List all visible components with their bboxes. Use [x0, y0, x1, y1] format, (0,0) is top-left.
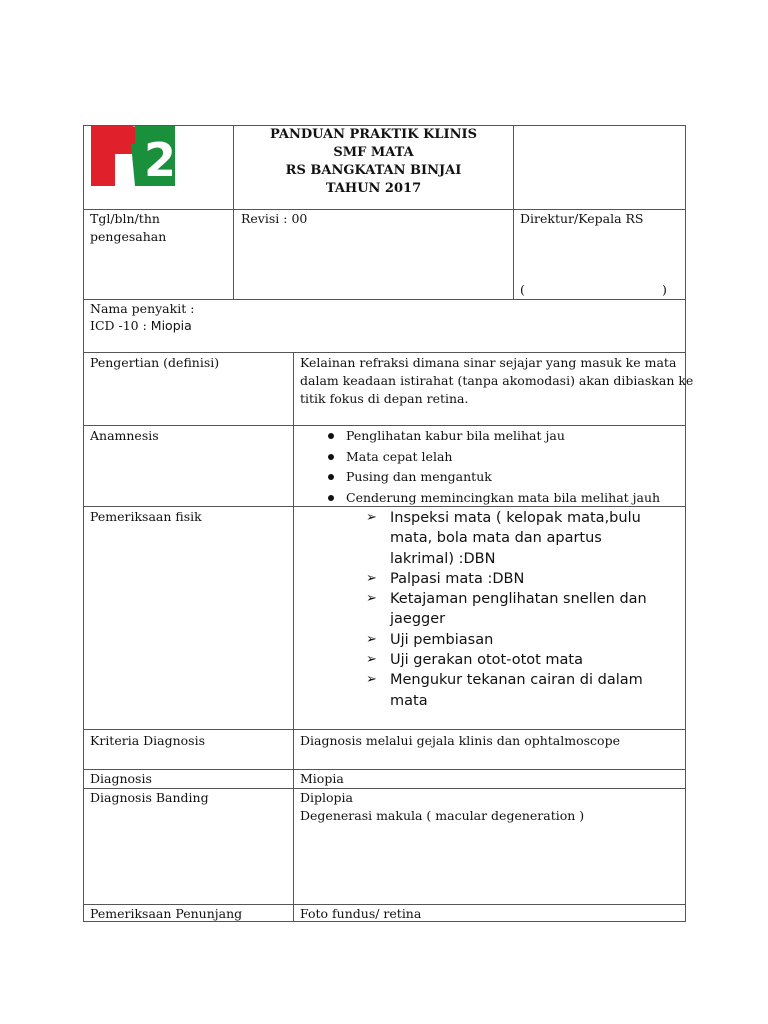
main-right-border: [685, 352, 686, 922]
criteria-value: Diagnosis melalui gejala klinis dan ophtalmoscope: [300, 733, 620, 748]
criteria-label: Kriteria Diagnosis: [90, 733, 206, 748]
physical-exam-list: [366, 508, 666, 711]
differential-label: Diagnosis Banding: [90, 790, 209, 805]
arrow-bullet-icon: ➢: [366, 652, 377, 668]
anamnesis-list: [324, 426, 660, 508]
main-left-border: [83, 352, 84, 922]
title-line-1: PANDUAN PRAKTIK KLINIS: [270, 127, 477, 142]
definition-line-1: Kelainan refraksi dimana sinar sejajar yang masuk ke mata: [300, 355, 677, 370]
title-line-4: TAHUN 2017: [325, 181, 422, 196]
supporting-exam-value: Foto fundus/ retina: [300, 906, 422, 921]
header-col-divider-2: [513, 125, 514, 300]
title-line-2: SMF MATA: [333, 145, 414, 160]
pn2-logo: [91, 126, 175, 186]
icd-value: Miopia: [150, 318, 192, 333]
list-item: ➢ Ketajaman penglihatan snellen dan jaegger: [366, 591, 647, 628]
row-line-4: [83, 769, 686, 770]
date-label-2: pengesahan: [90, 229, 167, 244]
arrow-bullet-icon: ➢: [366, 672, 377, 688]
director-label: Direktur/Kepala RS: [520, 211, 644, 226]
list-item: ➢ Uji pembiasan: [366, 630, 666, 650]
arrow-bullet-icon: ➢: [366, 631, 377, 647]
list-item: ➢ Mengukur tekanan cairan di dalam mata: [366, 672, 643, 709]
icd-line: [90, 317, 192, 335]
arrow-bullet-icon: ➢: [366, 591, 377, 607]
signature-open: (: [520, 282, 525, 297]
row-line-3: [83, 729, 686, 730]
logo-text: 2: [143, 133, 175, 186]
pn2-logo-icon: [91, 126, 175, 186]
disease-name-label: Nama penyakit :: [90, 301, 195, 316]
definition-label: Pengertian (definisi): [90, 355, 220, 370]
supporting-exam-label: Pemeriksaan Penunjang: [90, 906, 243, 921]
main-col-divider: [293, 352, 294, 922]
differential-line-1: Diplopia: [300, 790, 353, 805]
signature-close: ): [662, 282, 667, 297]
definition-line-2: dalam keadaan istirahat (tanpa akomodasi) akan dibiaskan ke: [300, 373, 694, 388]
physical-exam-label: Pemeriksaan fisik: [90, 509, 202, 524]
arrow-bullet-icon: ➢: [366, 570, 377, 586]
list-item: Mata cepat lelah: [324, 447, 660, 468]
diagnosis-value: Miopia: [300, 771, 344, 786]
definition-line-3: titik fokus di depan retina.: [300, 391, 469, 406]
list-item: ➢ Inspeksi mata ( kelopak mata,bulu mata, bola mata dan apartus lakrimal) :DBN: [366, 510, 641, 567]
date-label-1: Tgl/bln/thn: [90, 211, 160, 226]
arrow-bullet-icon: ➢: [366, 510, 377, 525]
icd-label: ICD -10 :: [90, 318, 151, 333]
list-item: Penglihatan kabur bila melihat jau: [324, 426, 660, 447]
diagnosis-label: Diagnosis: [90, 771, 152, 786]
document-title: [234, 126, 513, 198]
list-item: Pusing dan mengantuk: [324, 467, 660, 488]
differential-line-2: Degenerasi makula ( macular degeneration ): [300, 808, 585, 823]
list-item: Cenderung memincingkan mata bila melihat jauh: [324, 488, 660, 509]
revision-label: Revisi : 00: [241, 211, 308, 226]
anamnesis-label: Anamnesis: [90, 428, 159, 443]
list-item: ➢ Palpasi mata :DBN: [366, 569, 666, 589]
list-item: ➢ Uji gerakan otot-otot mata: [366, 650, 666, 670]
title-line-3: RS BANGKATAN BINJAI: [285, 163, 462, 178]
